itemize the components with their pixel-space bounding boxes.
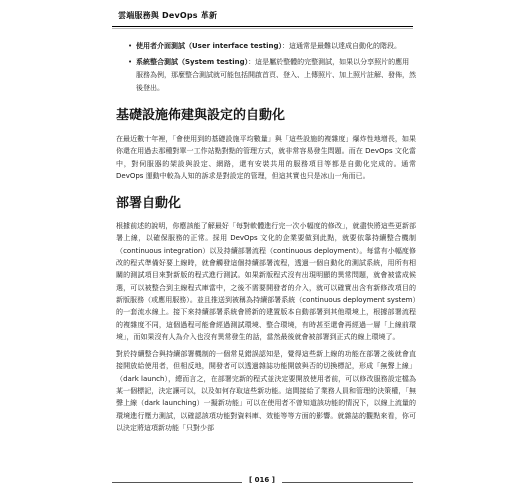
bullet-dot-icon: • xyxy=(128,58,133,66)
page-number: [ 016 ] xyxy=(249,476,275,484)
page-content xyxy=(116,38,416,446)
body-paragraph: 根據前述的說明，你應該能了解最好「每對軟體進行完一次小幅度的修改」，就盡快將這些更新部署上線，以確保服務的正常。採用 DevOps 文化的企業要做到此點，就要依靠持續整合機制（continuous integration）以及持續部署流程（continuous deployment）。每當有小幅度修改的程式準備好要上線時，就會觸發這個持續部署流程，透過一個自動化的測試系統，用所有相關的測試項目來對新版的程式進行測試。如果新版程式沒有出現明顯的異常問題，就會被當成候選，可以被整合到主線程式庫當中，之後不需要開發者的介入，就可以確實出含有新修改項目的新版服務（或應用服務）。並且推送到被稱為持續部署系統（continuous deployment system）的一套流水線上。接下來持續部署系統會將新的建置版本自動部署到其他環境上，根據部署流程的複雜度不同，這個過程可能會經過測試環境、整合環境，有時甚至還會再經過一層「上線前環境」，而如果沒有人為介入也沒有異常發生的話，當然最後就會被部署到正式的線上環境了。 xyxy=(116,222,416,341)
footer-rule-right xyxy=(282,482,413,483)
footer-rule-left xyxy=(112,482,242,483)
bullet-item xyxy=(116,56,416,95)
header-rule-secondary xyxy=(112,28,413,29)
body-paragraph: 在最近數十年裡，「會使用到的基礎設施平均數量」與「這些設施的複雜度」爆炸性地增長，如果你還在用過去那種對單一工作站點對點的管理方式，就非常容易發生問題。而在 DevOps 文化當中，對伺服器的架設與設定、網路，還有安裝共用的服務項目等都是自動化完成的。通常 DevOps 運動中較為人知的訴求是對設定的管理，但這其實也只是冰山一角而已。 xyxy=(116,135,416,180)
running-header: 雲端服務與 DevOps 革新 xyxy=(118,11,218,20)
bullet-term: 系統整合測試（System testing） xyxy=(136,58,249,66)
bullet-dot-icon: • xyxy=(128,42,133,50)
bullet-text: ：這通常是最難以達成自動化的階段。 xyxy=(282,42,402,50)
bullet-text: ：這是屬於整體的完整測試，如果以分享照片的應用服務為例，那麼整合測試就可能包括開啟首頁、登入、上傳照片、加上照片註解、發佈，然後登出。 xyxy=(136,58,416,92)
body-paragraph: 對於持續整合與持續部署機制的一個常見錯誤認知是，覺得這些新上線的功能在部署之後就會直接開放給使用者，但相反地，開發者可以透過雜誌功能開啟與否的切換標記，形成「無聲上線」（dark launch），總而言之，在部署完新的程式並決定要開放使用者前，可以修改服務設定檔為某一個標記，決定讓可以，以及如何存取這些新功能。這間接給了業務人員和管理的決策權，「無聲上線（dark launching）一擬新功能」可以在使用者不曾知道該功能的情況下，以線上流量的環境進行壓力測試，以確認該項功能對資料庫、效能等等方面的影響。就雜誌的觀點來看，你可以決定將這項新功能「只對少部 xyxy=(116,350,416,432)
header-rule xyxy=(112,26,413,27)
section-heading: 基礎設施佈建與設定的自動化 xyxy=(116,108,286,123)
section-heading: 部署自動化 xyxy=(116,196,182,212)
bullet-term: 使用者介面測試（User interface testing） xyxy=(136,42,283,50)
bullet-item xyxy=(116,40,416,53)
